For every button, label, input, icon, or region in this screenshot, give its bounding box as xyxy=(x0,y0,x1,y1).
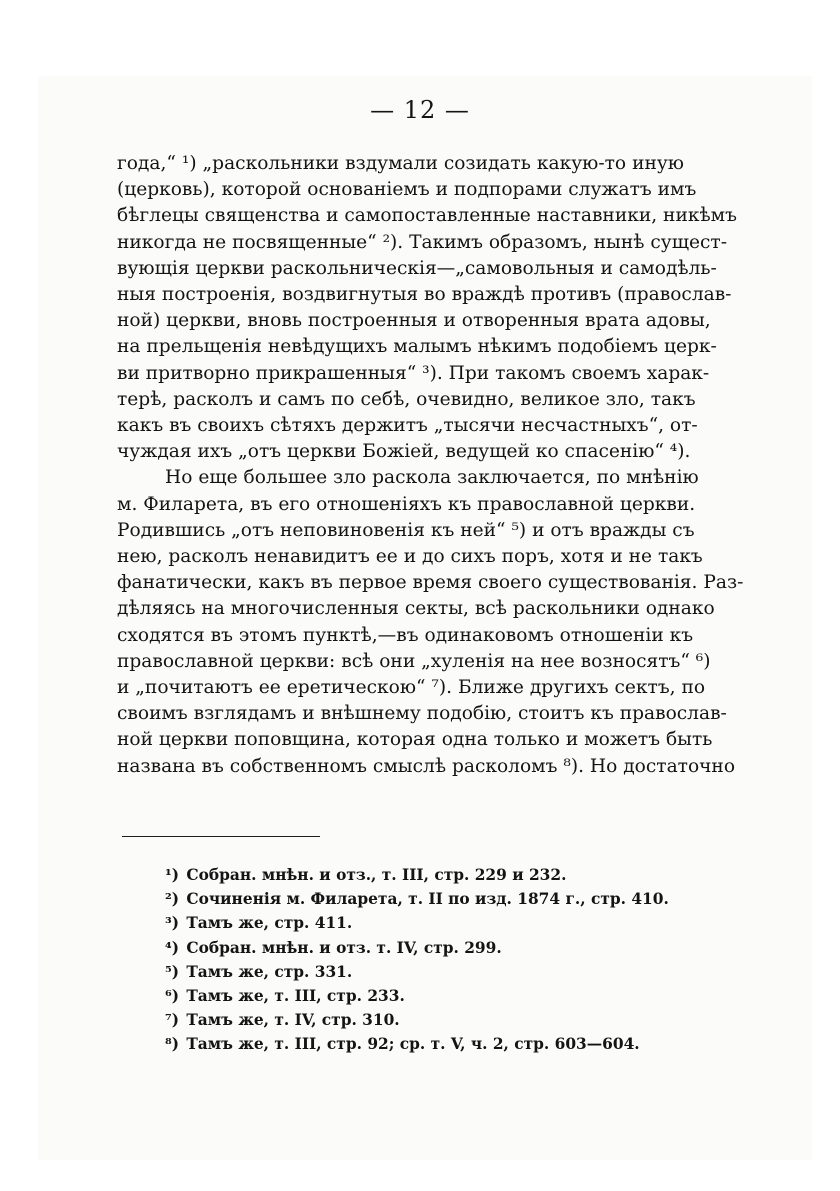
footnote xyxy=(165,863,685,887)
footnote-text: Сочиненія м. Филарета, т. II по изд. 1874 г., стр. 410. xyxy=(186,890,669,909)
page-number: — 12 — xyxy=(370,96,470,124)
footnote-text: Тамъ же, т. IV, стр. 310. xyxy=(186,1011,400,1030)
text-line: ви притворно прикрашенныя“ ³). При такомъ своемъ харак- xyxy=(117,362,710,384)
footnote xyxy=(165,960,685,984)
paragraph-1 xyxy=(117,151,737,465)
footnote-mark: ⁵) xyxy=(165,962,180,981)
text-line: бѣглецы священства и самопоставленные наставники, никѣмъ xyxy=(117,205,737,227)
text-line: ныя построенія, воздвигнутыя во враждѣ противъ (православ- xyxy=(117,284,732,306)
text-line: какъ въ своихъ сѣтяхъ держитъ „тысячи несчастныхъ“, от- xyxy=(117,415,698,437)
text-line: своимъ взглядамъ и внѣшнему подобію, стоитъ къ православ- xyxy=(117,703,727,725)
footnote-text: Тамъ же, стр. 411. xyxy=(186,914,353,933)
footnote-text: Тамъ же, т. III, стр. 233. xyxy=(186,987,405,1006)
text-line: вующія церкви раскольническія—„самовольныя и самодѣль- xyxy=(117,257,717,279)
footnote xyxy=(165,911,685,935)
footnote-mark: ⁷) xyxy=(165,1011,180,1030)
text-line: названа въ собственномъ смыслѣ расколомъ ⁸). Но достаточно xyxy=(117,755,736,777)
footnote xyxy=(165,984,685,1008)
footnote xyxy=(165,1032,685,1056)
text-line: терѣ, расколъ и самъ по себѣ, очевидно, великое зло, такъ xyxy=(117,388,696,410)
text-line: м. Филарета, въ его отношеніяхъ къ православной церкви. xyxy=(117,493,696,515)
footnote-divider xyxy=(122,836,320,837)
footnote-text: Тамъ же, стр. 331. xyxy=(186,962,353,981)
footnote-mark: ⁸) xyxy=(165,1035,180,1054)
paragraph-2 xyxy=(117,465,744,779)
footnote-mark: ²) xyxy=(165,890,180,909)
text-line: фанатически, какъ въ первое время своего существованія. Раз- xyxy=(117,572,744,594)
footnote xyxy=(165,936,685,960)
text-line: года,“ ¹) „раскольники вздумали созидать какую-то иную xyxy=(117,153,684,174)
text-line: никогда не посвященные“ ²). Такимъ образомъ, нынѣ сущест- xyxy=(117,231,727,253)
text-line: на прельщенія невѣдущихъ малымъ нѣкимъ подобіемъ церк- xyxy=(117,336,717,358)
text-line: Родившись „отъ неповиновенія къ ней“ ⁵) и отъ вражды съ xyxy=(117,519,695,541)
footnote-mark: ¹) xyxy=(165,866,180,884)
text-line: и „почитаютъ ее еретическою“ ⁷). Ближе другихъ сектъ, по xyxy=(117,677,706,699)
footnote xyxy=(165,887,685,911)
text-line: (церковь), которой основаніемъ и подпорами служатъ имъ xyxy=(117,179,697,201)
text-line: дѣляясь на многочисленныя секты, всѣ раскольники однако xyxy=(117,598,715,620)
text-line: нею, расколъ ненавидитъ ее и до сихъ поръ, хотя и не такъ xyxy=(117,546,703,568)
text-line: ной церкви поповщина, которая одна только и можетъ быть xyxy=(117,729,713,751)
footnote xyxy=(165,1008,685,1032)
footnote-text: Тамъ же, т. III, стр. 92; ср. т. V, ч. 2, стр. 603—604. xyxy=(186,1035,640,1054)
footnote-mark: ³) xyxy=(165,914,180,933)
text-line: сходятся въ этомъ пунктѣ,—въ одинаковомъ отношеніи къ xyxy=(117,624,694,646)
body-text xyxy=(117,151,744,780)
text-line: чуждая ихъ „отъ церкви Божіей, ведущей ко спасенію“ ⁴). xyxy=(117,441,691,463)
footnote-mark: ⁶) xyxy=(165,987,180,1006)
footnotes xyxy=(165,863,685,1057)
text-line: Но еще большее зло раскола заключается, по мнѣнію xyxy=(165,467,699,489)
footnote-text: Собран. мнѣн. и отз. т. IV, стр. 299. xyxy=(186,938,502,957)
text-line: православной церкви: всѣ они „хуленія на нее возносятъ“ ⁶) xyxy=(117,650,711,672)
footnote-text: Собран. мнѣн. и отз., т. III, стр. 229 и 232. xyxy=(186,866,567,884)
footnote-mark: ⁴) xyxy=(165,938,180,957)
text-line: ной) церкви, вновь построенныя и отворенныя врата адовы, xyxy=(117,310,711,332)
